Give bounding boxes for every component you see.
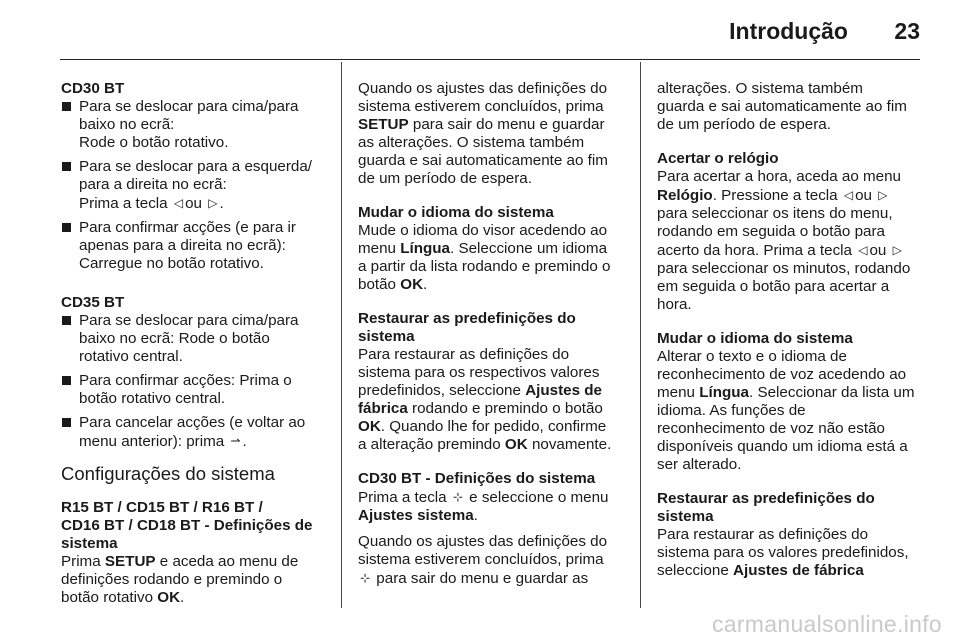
page-title: Introdução xyxy=(729,18,848,44)
left-triangle-icon: ◁ xyxy=(843,188,854,202)
clock-section: Acertar o relógio Para acertar a hora, aceda ao menu Relógio. Pressione a tecla ◁ ou ▷ para seleccionar os itens do menu, rodando em seguida o botão para acerto da hora. Prima a tecla ◁ ou ▷ para seleccionar os minutos, rodando em seguida o botão para acertar a hora. xyxy=(657,150,911,313)
cd30-settings-section: CD30 BT - Definições do sistema Prima a tecla ⊹ e seleccione o menu Ajustes sistema. xyxy=(358,470,609,524)
cd35-bullet-2: Para confirmar acções: Prima o botão rotativo central. xyxy=(61,372,329,408)
bullet-icon xyxy=(62,162,71,171)
left-triangle-icon: ◁ xyxy=(858,243,868,257)
left-triangle-icon: ◁ xyxy=(173,196,184,210)
cd35-bullet-3: Para cancelar acções (e voltar ao menu anterior): prima ⇀ . xyxy=(61,414,329,451)
section-heading: Configurações do sistema xyxy=(61,463,275,484)
page-number: 23 xyxy=(894,18,920,44)
header-rule xyxy=(60,59,920,60)
cd30-bullet-1: Para se deslocar para cima/para baixo no ecrã: Rode o botão rotativo. xyxy=(61,98,329,152)
right-triangle-icon: ▷ xyxy=(208,196,218,210)
back-arrow-icon: ⇀ xyxy=(230,434,241,448)
cd30-bullet-2: Para se deslocar para a esquerda/ para a direita no ecrã: Prima a tecla ◁ ou ▷ . xyxy=(61,158,329,213)
watermark: carmanualsonline.info xyxy=(711,611,942,637)
setup-paragraph: Prima SETUP e aceda ao menu de definições rodando e premindo o botão rotativo OK. xyxy=(61,553,299,606)
cd30-bullet-3: Para confirmar acções (e para ir apenas para a direita no ecrã): Carregue no botão rotativo. xyxy=(61,219,329,273)
bullet-icon xyxy=(62,316,71,325)
cd30-exit-paragraph: Quando os ajustes das definições do sistema estiverem concluídos, prima ⊹ para sair do menu e guardar as xyxy=(358,533,608,587)
right-triangle-icon: ▷ xyxy=(892,243,902,257)
cd35-bullet-1: Para se deslocar para cima/para baixo no ecrã: Rode o botão rotativo central. xyxy=(61,312,329,366)
reset-section: Restaurar as predefinições do sistema Para restaurar as definições do sistema para os respectivos valores predefinidos, seleccione Ajustes de fábrica rodando e premindo o botão OK. Quando lhe for pedido, confirme a alteração premindo OK novamente. xyxy=(358,310,612,453)
subsection-title: R15 BT / CD15 BT / R16 BT / CD16 BT / CD18 BT - Definições de sistema xyxy=(61,499,313,552)
save-paragraph: Quando os ajustes das definições do sistema estiverem concluídos, prima SETUP para sair do menu e guardar as alterações. O sistema também guarda e sai automaticamente ao fim de um período de espera. xyxy=(358,80,608,187)
cd35-title: CD35 BT xyxy=(61,294,125,311)
column-2 xyxy=(358,80,626,604)
continued-paragraph: alterações. O sistema também guarda e sai automaticamente ao fim de um período de espera. xyxy=(657,80,907,133)
settings-key-icon: ⊹ xyxy=(452,490,463,504)
page-header xyxy=(60,14,920,60)
column-divider-1 xyxy=(341,62,342,608)
bullet-icon xyxy=(62,418,71,427)
column-1 xyxy=(61,80,329,607)
language-section: Mudar o idioma do sistema Mude o idioma do visor acedendo ao menu Língua. Seleccione um idioma a partir da lista rodando e premindo o botão OK. xyxy=(358,204,611,293)
column-3 xyxy=(657,80,925,596)
bullet-icon xyxy=(62,376,71,385)
settings-key-icon: ⊹ xyxy=(360,571,371,585)
cd30-title: CD30 BT xyxy=(61,80,125,97)
bullet-icon xyxy=(62,223,71,232)
column-divider-2 xyxy=(640,62,641,608)
bullet-icon xyxy=(62,102,71,111)
right-triangle-icon: ▷ xyxy=(878,188,888,202)
reset-section-2: Restaurar as predefinições do sistema Para restaurar as definições do sistema para os valores predefinidos, seleccione Ajustes de fábrica xyxy=(657,490,909,579)
voice-language-section: Mudar o idioma do sistema Alterar o texto e o idioma de reconhecimento de voz acedendo ao menu Língua. Seleccionar da lista um idioma. As funções de reconhecimento de voz não estão disponíveis quando um idioma está a ser alterado. xyxy=(657,330,915,473)
